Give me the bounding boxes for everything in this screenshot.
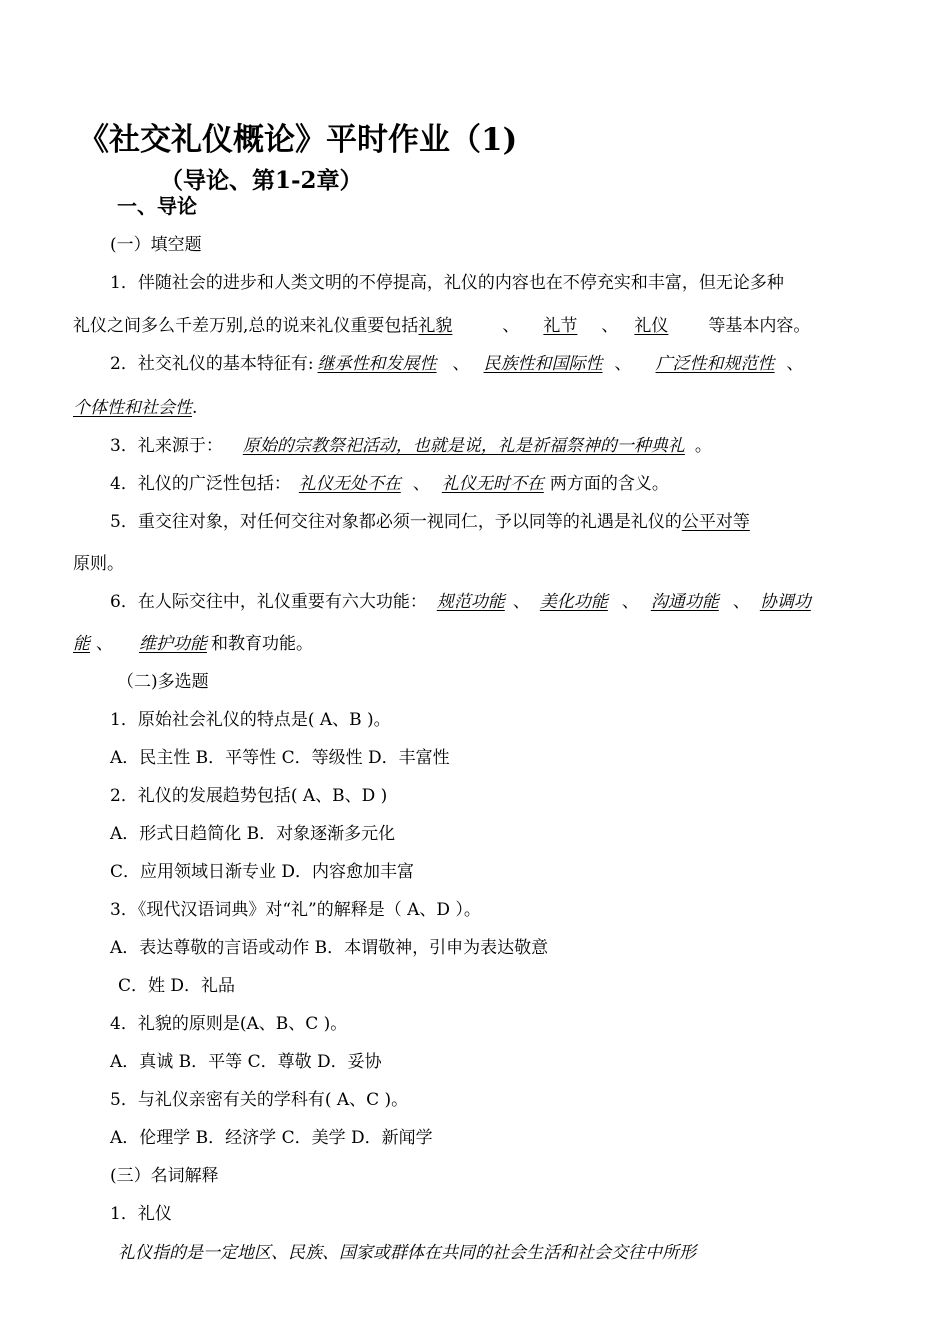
fill-q3-answer: 原始的宗教祭祀活动，也就是说，礼是祈福祭神的一种典礼 — [242, 436, 685, 456]
page-subtitle: （导论、第1-2章） — [160, 167, 363, 194]
fill-q2-answer-3: 广泛性和规范性 — [655, 354, 775, 374]
multi-q1-options: A．民主性 B．平等性 C．等级性 D．丰富性 — [110, 748, 450, 768]
multi-q4-options: A．真诚 B．平等 C．尊敬 D．妥协 — [110, 1052, 382, 1072]
page-title: 《社交礼仪概论》平时作业（1) — [78, 122, 518, 158]
fill-q5-line2: 原则。 — [73, 554, 124, 574]
fill-q1-answer-2: 礼节 — [543, 316, 578, 336]
multi-q2-options-2: C．应用领域日渐专业 D．内容愈加丰富 — [110, 862, 415, 882]
fill-q5-answer: 公平对等 — [681, 512, 750, 532]
fill-q6-line1: 6．在人际交往中，礼仪重要有六大功能： 规范功能 、 美化功能 、 沟通功能 、 协调功 — [110, 592, 811, 612]
multi-q3: 3．《现代汉语词典》对“礼”的解释是（ A、D ）。 — [110, 900, 481, 920]
fill-q4-answer-2: 礼仪无时不在 — [441, 474, 544, 494]
fill-q6-answer-5: 维护功能 — [139, 634, 207, 654]
fill-q5-line1: 5．重交往对象，对任何交往对象都必须一视同仁，予以同等的礼遇是礼仪的公平对等 — [110, 512, 750, 532]
multi-q5: 5．与礼仪亲密有关的学科有( A、C )。 — [110, 1090, 409, 1110]
fill-q1-answer-3: 礼仪 — [634, 316, 669, 336]
fill-q1-answer-1: 礼貌 — [418, 316, 453, 336]
fill-q6-answer-4-cont: 能 — [73, 634, 90, 654]
multi-q5-options: A．伦理学 B．经济学 C．美学 D．新闻学 — [110, 1128, 433, 1148]
fill-q6-answer-1: 规范功能 — [436, 592, 505, 612]
fill-q2-answer-4: 个体性和社会性 — [73, 398, 192, 418]
multi-q1: 1．原始社会礼仪的特点是( A、B )。 — [110, 710, 391, 730]
multi-heading: （二)多选题 — [117, 672, 209, 692]
multi-q2-options-1: A．形式日趋简化 B．对象逐渐多元化 — [110, 824, 396, 844]
fill-q1-line2: 礼仪之间多么千差万别,总的说来礼仪重要包括礼貌 、 礼节 、 礼仪 等基本内容。 — [73, 316, 811, 336]
section-heading: 一、导论 — [117, 194, 197, 218]
terms-item-1: 1．礼仪 — [110, 1204, 172, 1224]
multi-q4: 4．礼貌的原则是(A、B、C )。 — [110, 1014, 348, 1034]
terms-heading: (三）名词解释 — [110, 1166, 219, 1186]
fill-q6-answer-4: 协调功 — [759, 592, 811, 612]
fill-q6-answer-2: 美化功能 — [539, 592, 608, 612]
fill-q2-answer-2: 民族性和国际性 — [483, 354, 603, 374]
fill-q2-line1: 2．社交礼仪的基本特征有: 继承性和发展性 、 民族性和国际性 、 广泛性和规范性 、 — [110, 354, 804, 374]
fill-q1-line1: 1．伴随社会的进步和人类文明的不停提高，礼仪的内容也在不停充实和丰富，但无论多种 — [110, 273, 784, 293]
fill-q6-answer-3: 沟通功能 — [650, 592, 719, 612]
terms-item-1-definition: 礼仪指的是一定地区、民族、国家或群体在共同的社会生活和社会交往中所形 — [118, 1243, 696, 1263]
fill-q3: 3．礼来源于： 原始的宗教祭祀活动，也就是说，礼是祈福祭神的一种典礼 。 — [110, 436, 712, 456]
multi-q2: 2．礼仪的发展趋势包括( A、B、D ) — [110, 786, 388, 806]
fill-q2-answer-1: 继承性和发展性 — [317, 354, 437, 374]
multi-q3-options-2: C．姓 D．礼品 — [118, 976, 236, 996]
fill-q1-text: 礼仪之间多么千差万别,总的说来礼仪重要包括 — [73, 316, 419, 336]
fill-q6-line2: 能 、 维护功能 和教育功能。 — [73, 634, 313, 654]
multi-q3-options-1: A．表达尊敬的言语或动作 B．本谓敬神，引申为表达敬意 — [110, 938, 549, 958]
fill-q4: 4．礼仪的广泛性包括： 礼仪无处不在 、 礼仪无时不在 两方面的含义。 — [110, 474, 669, 494]
fill-q4-answer-1: 礼仪无处不在 — [298, 474, 401, 494]
fill-q2-line2: 个体性和社会性. — [73, 398, 198, 418]
fill-heading: (一）填空题 — [110, 235, 202, 255]
